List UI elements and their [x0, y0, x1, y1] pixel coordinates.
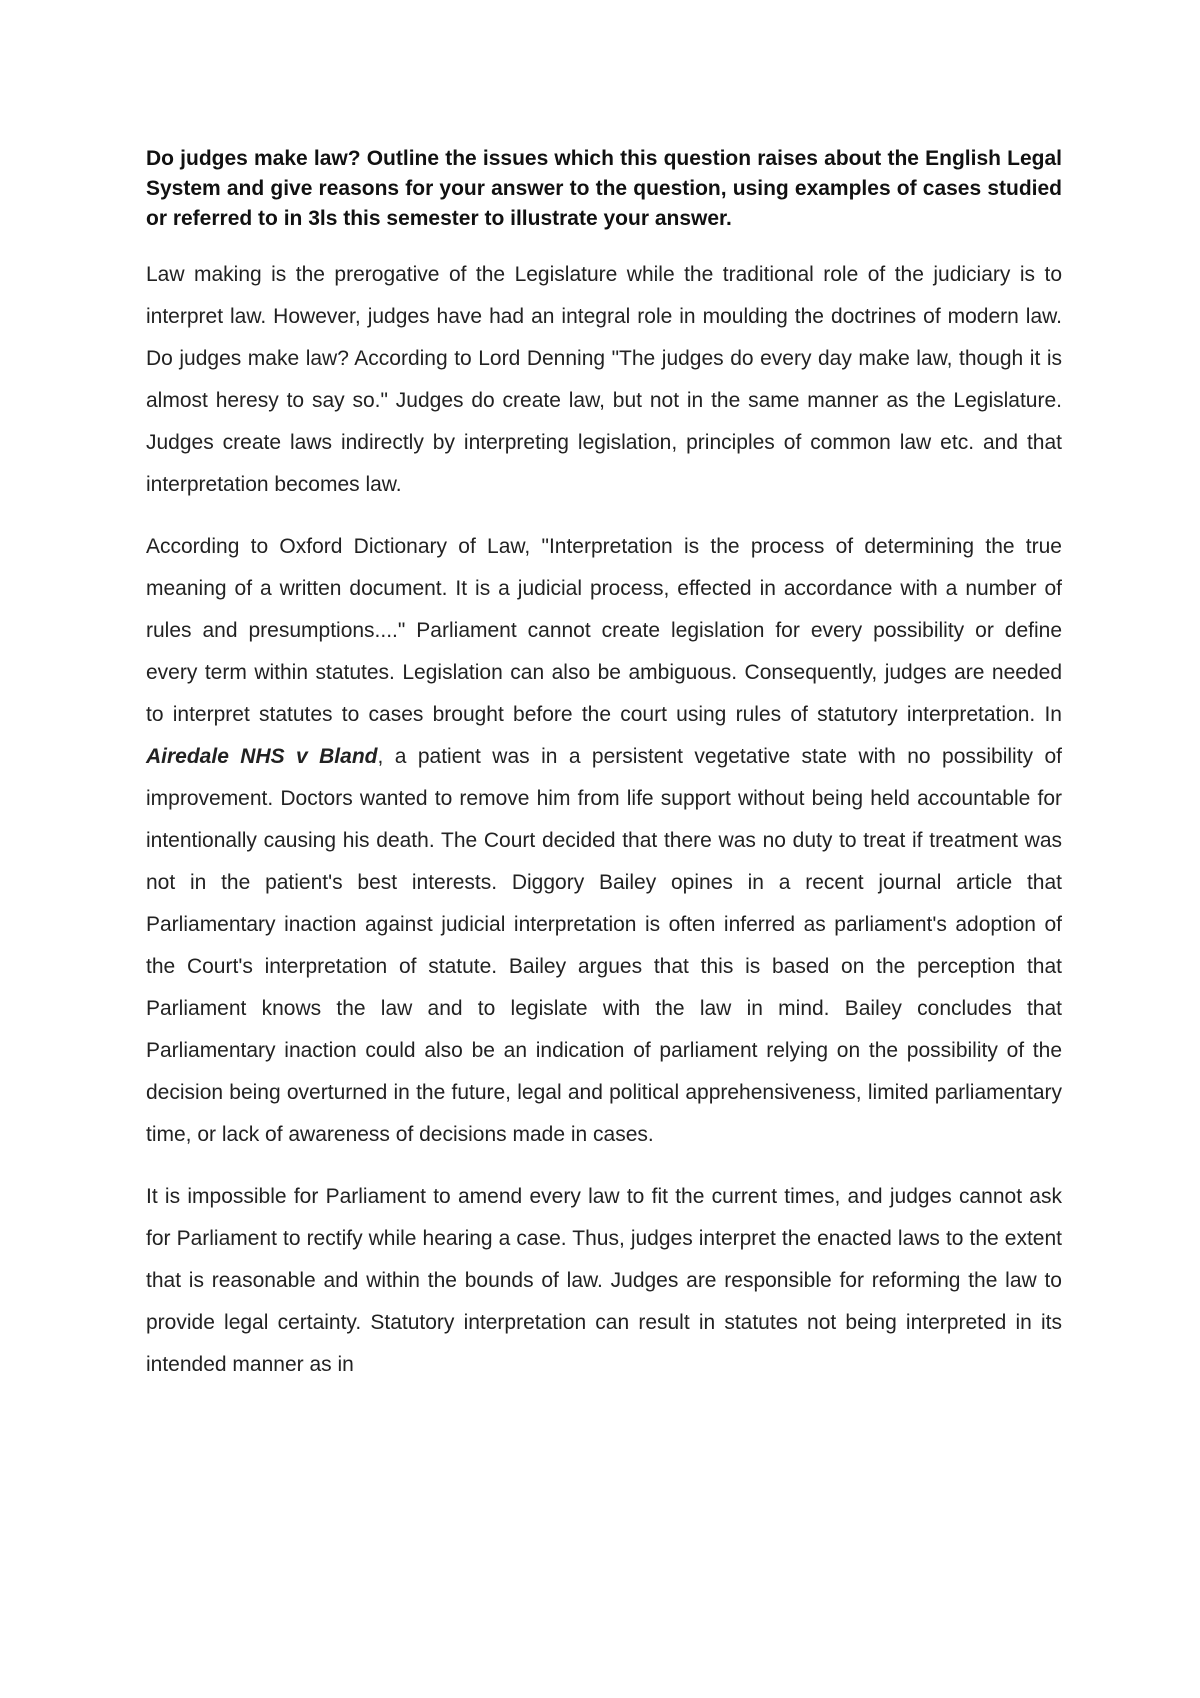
paragraph-2 [146, 526, 1062, 1156]
essay-question: Do judges make law? Outline the issues which this question raises about the English Legal System and give reasons for your answer to the question, using examples of cases studied or referred to in 3ls this semester to illustrate your answer. [146, 147, 1062, 230]
paragraph-3: It is impossible for Parliament to amend every law to fit the current times, and judges cannot ask for Parliament to rectify while hearing a case. Thus, judges interpret the enacted laws to the extent that is reasonable and within the bounds of law. Judges are responsible for reforming the law to provide legal certainty. Statutory interpretation can result in statutes not being interpreted in its intended manner as in [146, 1185, 1062, 1376]
paragraph-1: Law making is the prerogative of the Legislature while the traditional role of the judiciary is to interpret law. However, judges have had an integral role in moulding the doctrines of modern law. Do judges make law? According to Lord Denning "The judges do every day make law, though it is almost heresy to say so." Judges do create law, but not in the same manner as the Legislature. Judges create laws indirectly by interpreting legislation, principles of common law etc. and that interpretation becomes law. [146, 263, 1062, 496]
document-page [146, 144, 1062, 1406]
paragraph-2-text-before-case: According to Oxford Dictionary of Law, "Interpretation is the process of determining the true meaning of a written document. It is a judicial process, effected in accordance with a number of rules and presumptions...." Parliament cannot create legislation for every possibility or define every term within statutes. Legislation can also be ambiguous. Consequently, judges are needed to interpret statutes to cases brought before the court using rules of statutory interpretation. In [146, 535, 1062, 726]
case-name-airedale-v-bland: Airedale NHS v Bland [146, 745, 378, 768]
paragraph-2-text-after-case: , a patient was in a persistent vegetative state with no possibility of improvement. Doctors wanted to remove him from life support without being held accountable for intentionally causing his death. The Court decided that there was no duty to treat if treatment was not in the patient's best interests. Diggory Bailey opines in a recent journal article that Parliamentary inaction against judicial interpretation is often inferred as parliament's adoption of the Court's interpretation of statute. Bailey argues that this is based on the perception that Parliament knows the law and to legislate with the law in mind. Bailey concludes that Parliamentary inaction could also be an indication of parliament relying on the possibility of the decision being overturned in the future, legal and political apprehensiveness, limited parliamentary time, or lack of awareness of decisions made in cases. [146, 745, 1062, 1146]
